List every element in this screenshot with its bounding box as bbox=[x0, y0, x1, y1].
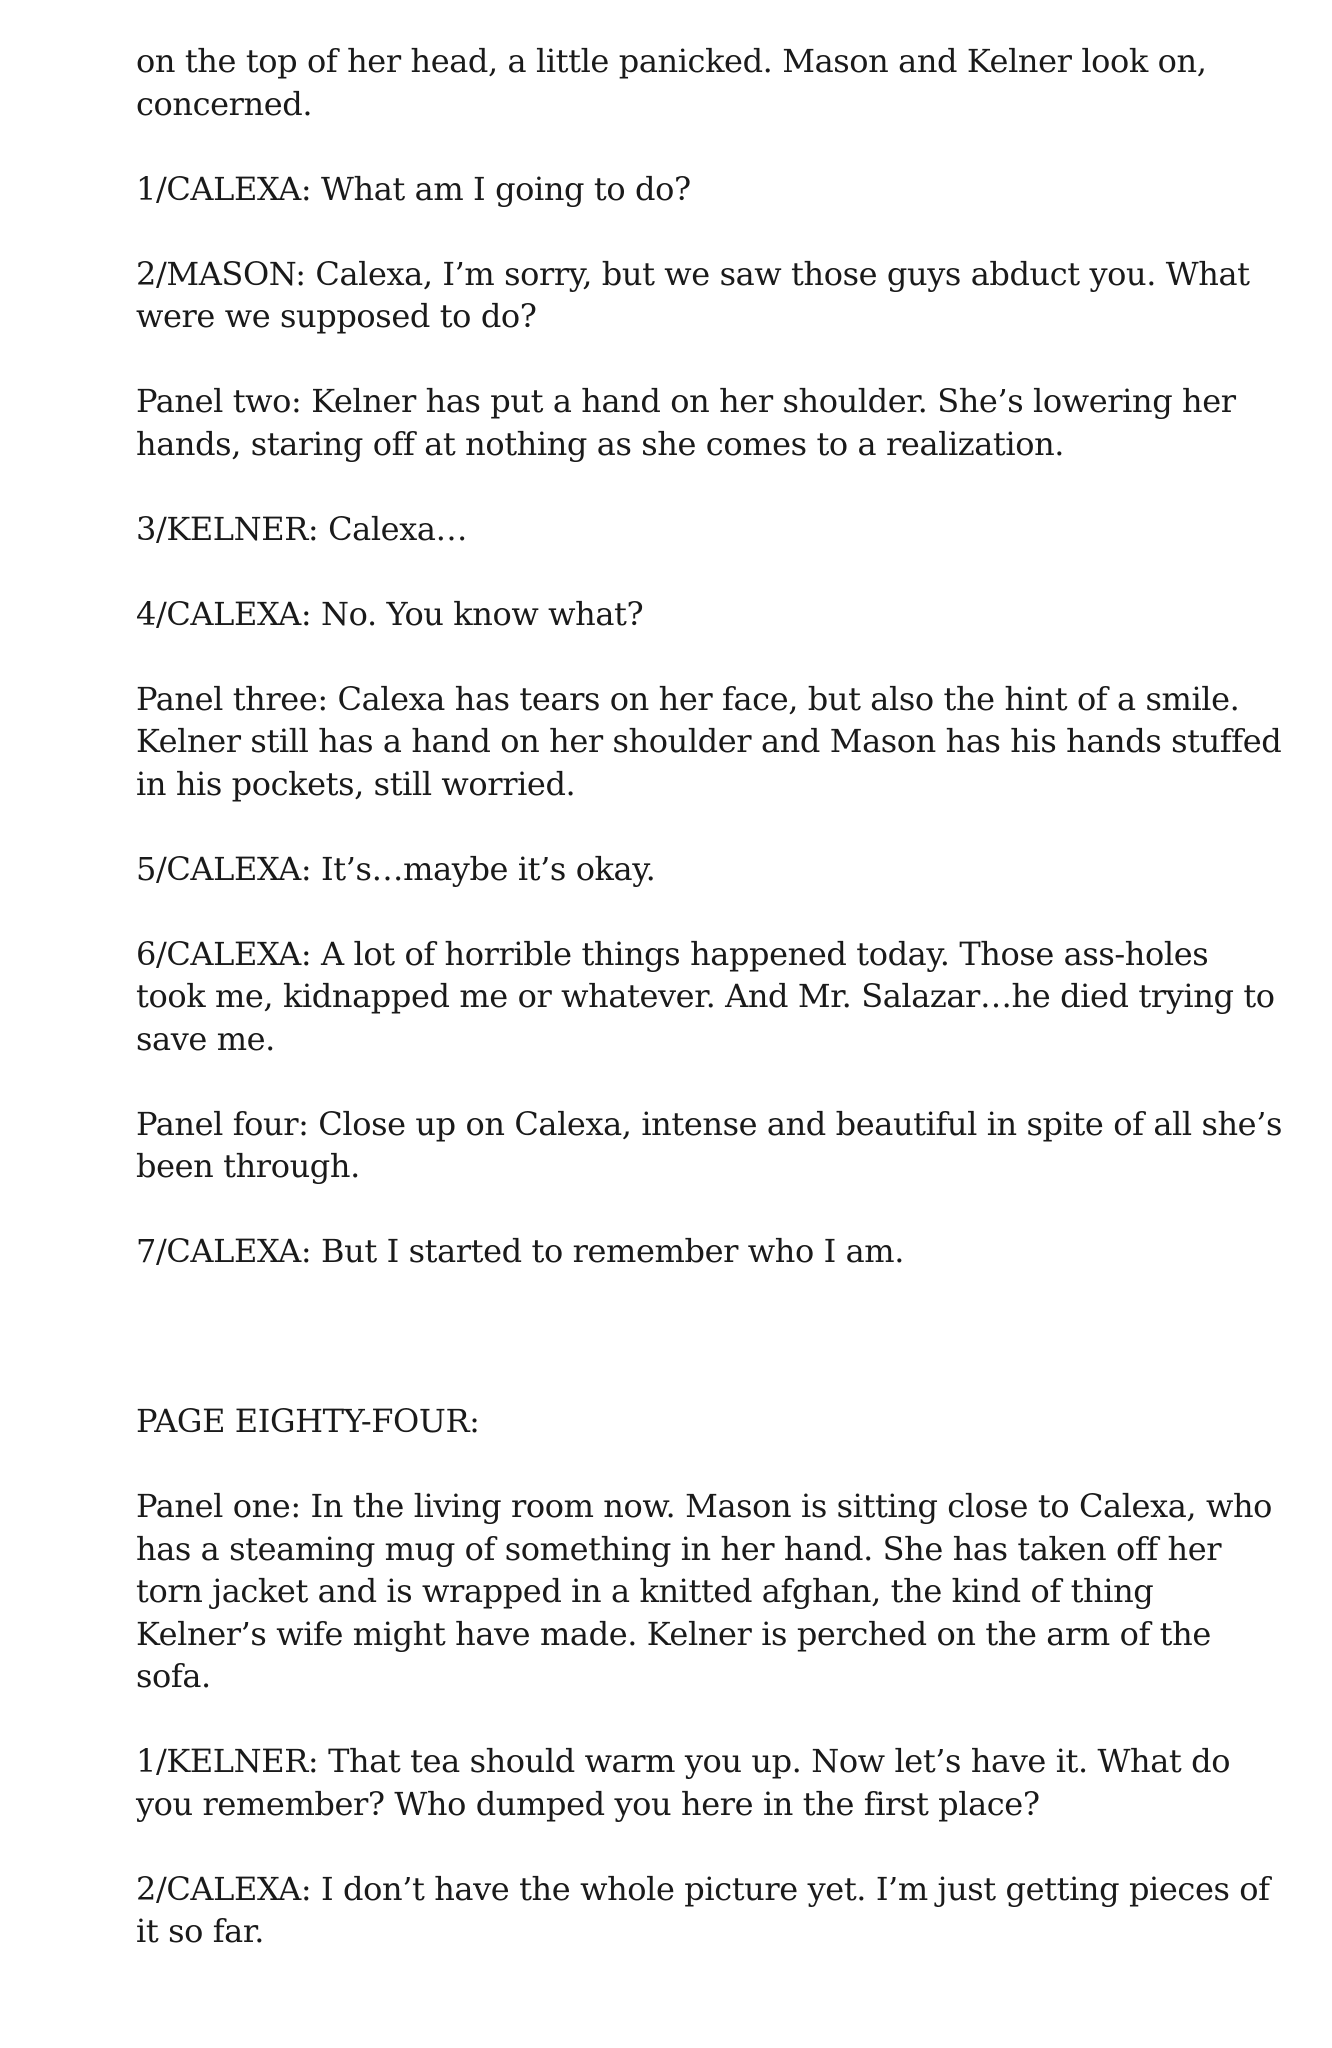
dialogue-calexa-6: 6/CALEXA: A lot of horrible things happened today. Those ass-holes took me, kidnapped me or whatever. And Mr. Salazar…he died trying to save me. bbox=[136, 934, 1275, 1058]
panel-two-description: Panel two: Kelner has put a hand on her shoulder. She’s lowering her hands, staring off at nothing as she comes to a realization. bbox=[136, 382, 1236, 463]
page-heading: PAGE EIGHTY-FOUR: bbox=[136, 1402, 480, 1440]
dialogue-calexa-1: 1/CALEXA: What am I going to do? bbox=[136, 169, 691, 208]
panel-four-description: Panel four: Close up on Calexa, intense and beautiful in spite of all she’s been through. bbox=[136, 1104, 1283, 1185]
dialogue-kelner-1: 1/KELNER: That tea should warm you up. Now let’s have it. What do you remember? Who dumped you here in the first place? bbox=[136, 1742, 1231, 1823]
script-page bbox=[136, 40, 1286, 1995]
dialogue-mason-2: 2/MASON: Calexa, I’m sorry, but we saw those guys abduct you. What were we supposed to do? bbox=[136, 254, 1250, 335]
dialogue-calexa-2: 2/CALEXA: I don’t have the whole picture yet. I’m just getting pieces of it so far. bbox=[136, 1869, 1270, 1950]
dialogue-calexa-7: 7/CALEXA: But I started to remember who I am. bbox=[136, 1232, 905, 1270]
dialogue-calexa-5: 5/CALEXA: It’s…maybe it’s okay. bbox=[136, 849, 656, 888]
section-spacer bbox=[136, 1315, 1286, 1400]
panel-one-description: Panel one: In the living room now. Mason is sitting close to Calexa, who has a steaming mug of something in her hand. She has taken off her torn jacket and is wrapped in a knitted afghan, the kind of thing Kelner’s wife might have made. Kelner is perched on the arm of the sofa. bbox=[136, 1487, 1273, 1695]
panel-three-description: Panel three: Calexa has tears on her face, but also the hint of a smile. Kelner still has a hand on her shoulder and Mason has his hands stuffed in his pockets, still worried. bbox=[136, 679, 1282, 803]
action-line-continued: on the top of her head, a little panicked. Mason and Kelner look on, concerned. bbox=[136, 42, 1207, 123]
dialogue-calexa-4: 4/CALEXA: No. You know what? bbox=[136, 594, 644, 633]
dialogue-kelner-3: 3/KELNER: Calexa… bbox=[136, 509, 468, 548]
